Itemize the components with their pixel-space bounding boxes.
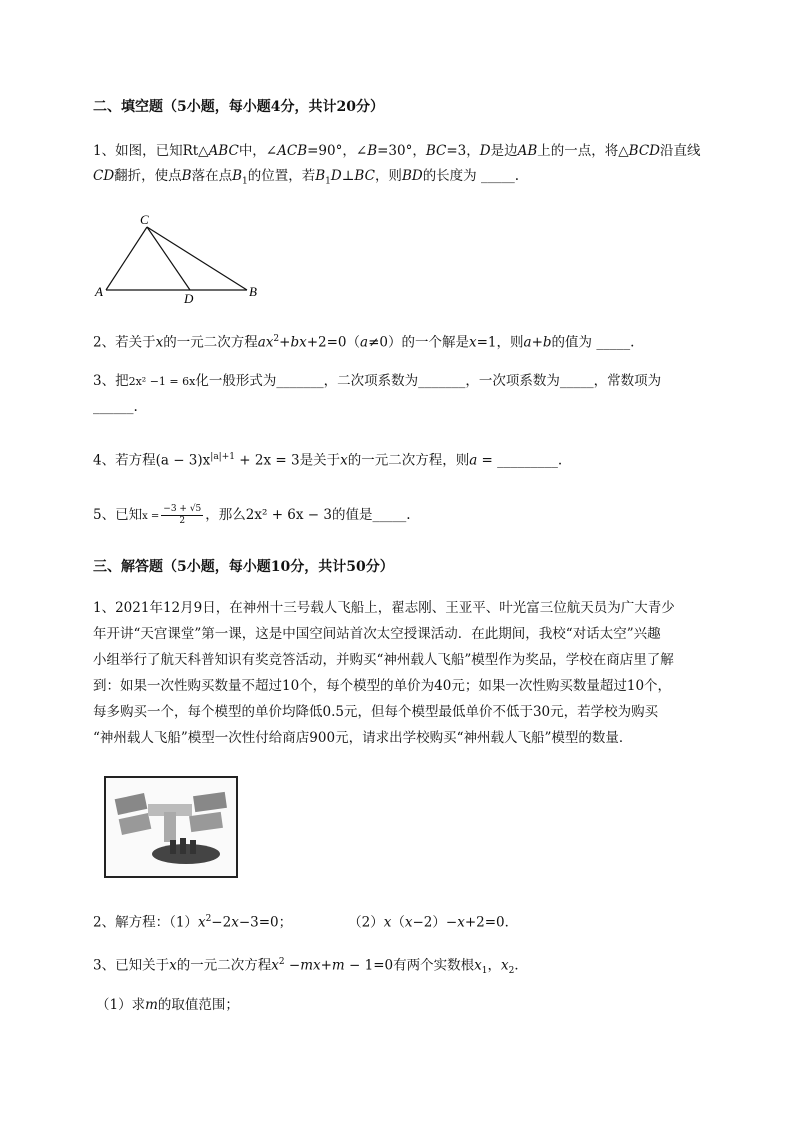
q2-3-line2: ______.: [93, 399, 138, 415]
label-b: B: [249, 284, 257, 299]
side-cb: [147, 227, 247, 290]
q3-2: 2、解方程：$(1)x^2-2x-3=0$； （2）x（x−2）−x+2=0．: [93, 914, 519, 931]
section3-heading: 三、解答题（5小题，每小题10分，共计50分）: [93, 559, 394, 575]
label-d: D: [184, 291, 194, 306]
q2-2: 2、若关于x的一元二次方程$ax^2+bx+2=0(a\ne 0)$的一个解是x=1，则a+b的值为 _____.: [93, 334, 635, 351]
q3-1-line2: 年开讲“天宫课堂”第一课，这是中国空间站首次太空授课活动．在此期间，我校“对话太空”兴趣: [93, 626, 661, 642]
q2-1-line1: 1、如图，已知Rt△ABC中，∠ACB=90°，∠B=30°，BC=3，D是边AB上的一点，将△BCD沿直线: [93, 143, 701, 159]
label-c: C: [140, 212, 149, 227]
q2-3-line1: 3、把2x² −1 = 6x化一般形式为_______，二次项系数为_______，一次项系数为_____，常数项为: [93, 373, 662, 389]
triangle-figure: [90, 210, 270, 310]
q3-1-line5: 每多购买一个，每个模型的单价均降低0.5元，但每个模型最低单价不低于30元，若学校为购买: [93, 704, 659, 720]
q2-1-line2: CD翻折，使点B落在点$B_1$的位置，若$B_1D\perp BC$，则BD的长度为 _____.: [93, 168, 520, 187]
section2-heading: 二、填空题（5小题，每小题4分，共计20分）: [93, 99, 384, 115]
q3-3-sub1: （1）求m的取值范围；: [96, 997, 239, 1013]
fraction: $\frac{-3 + √5}{2}$: [163, 504, 202, 526]
q3-1-line6: “神州载人飞船”模型一次性付给商店900元，请求出学校购买“神州载人飞船”模型的数量．: [93, 730, 633, 746]
label-a: A: [95, 284, 103, 299]
q3-1-line4: 到：如果一次性购买数量不超过10个，每个模型的单价为40元；如果一次性购买数量超过10个，: [93, 678, 672, 694]
q3-1-line1: 1、2021年12月9日，在神州十三号载人飞船上，翟志刚、王亚平、叶光富三位航天员为广大青少: [93, 600, 675, 616]
q2-4: 4、若方程$(a - 3)x^{|a|+1} + 2x = 3$是关于x的一元二次方程，则a = _________.: [93, 452, 563, 469]
space-station-image: [104, 776, 238, 878]
side-ca: [106, 227, 147, 290]
q3-3: 3、已知关于x的一元二次方程$x^2 -mx+m - 1=0$有两个实数根$x_1$，$x_2$．: [93, 957, 528, 977]
q3-1-line3: 小组举行了航天科普知识有奖竞答活动，并购买“神州载人飞船”模型作为奖品，学校在商店里了解: [93, 652, 674, 668]
q2-5: 5、已知x = $\frac{-3 + √5}{2}$ ，那么2x² + 6x − 3的值是_____.: [93, 504, 411, 526]
space-station-drawing: [106, 778, 236, 876]
segment-cd: [147, 227, 190, 290]
